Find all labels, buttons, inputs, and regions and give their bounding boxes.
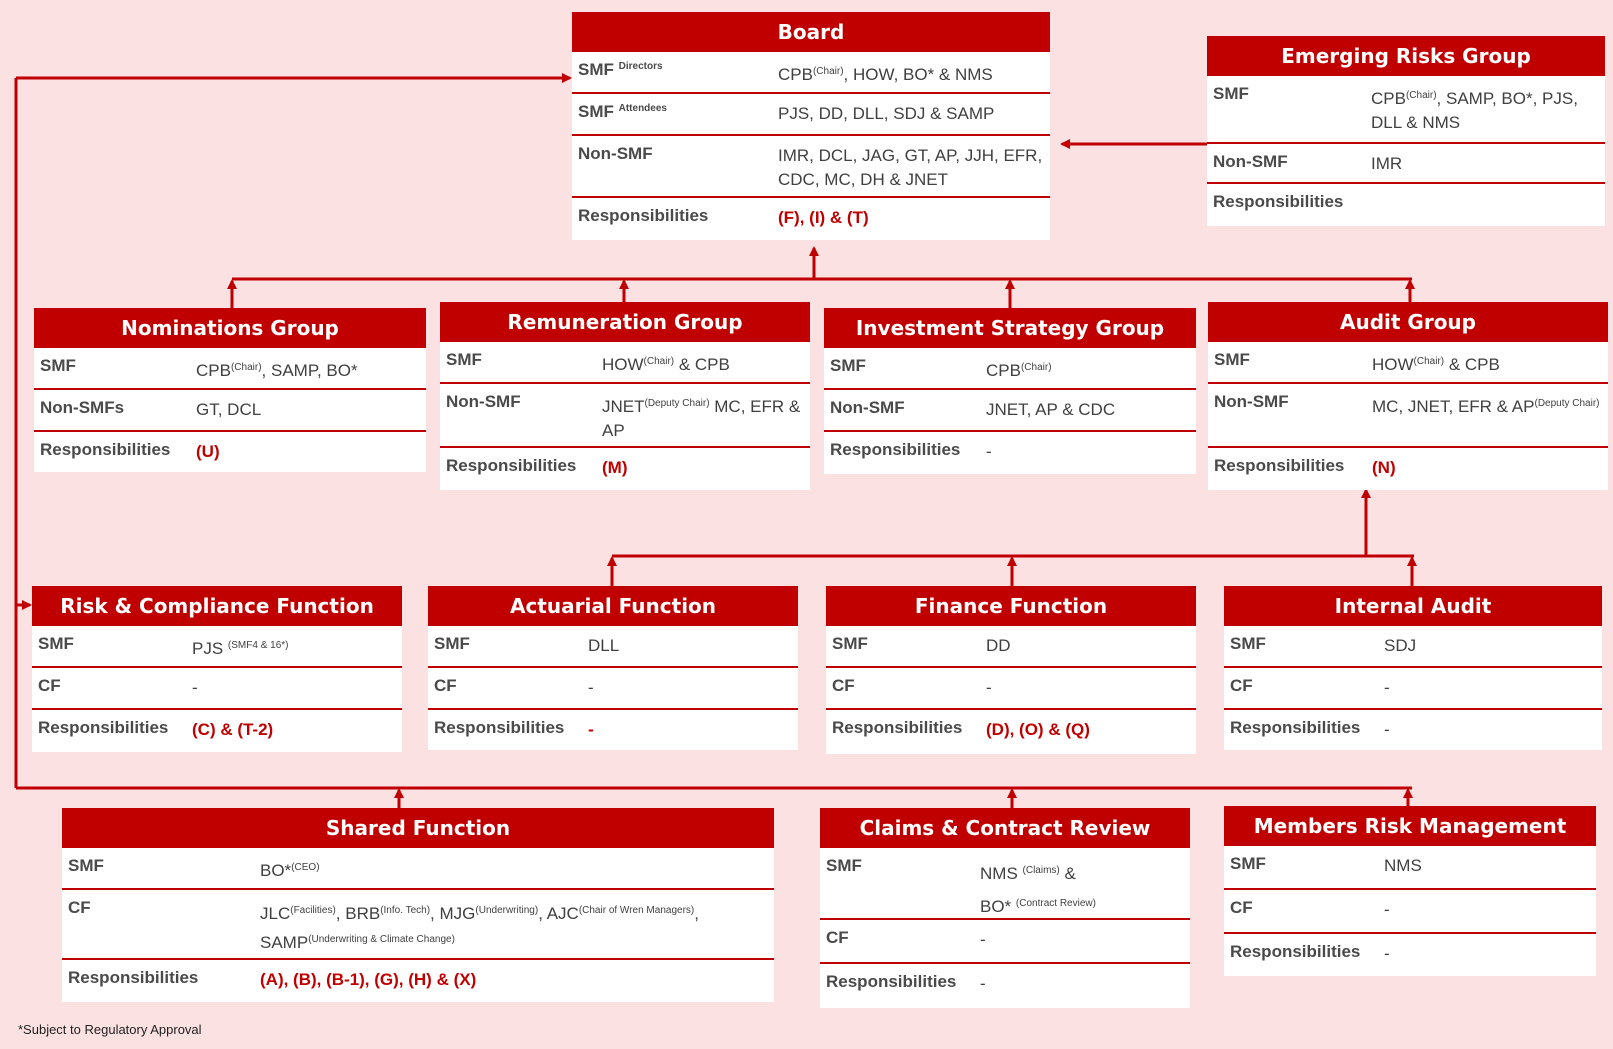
shared-smf-value-sup: (CEO): [291, 862, 320, 873]
shared-smf-value: BO*: [260, 861, 292, 880]
remuneration-title: Remuneration Group: [440, 302, 810, 342]
claims-smf-value-sup: (Claims): [1022, 865, 1060, 876]
claims-cf-value: -: [980, 930, 986, 949]
nominations-nonsmf-label: Non-SMFs: [40, 398, 125, 417]
risk-smf-value-sup: (SMF4 & 16*): [227, 640, 289, 651]
shared-resp-label: Responsibilities: [68, 968, 199, 987]
investment-smf-value-sup: (Chair): [1020, 362, 1052, 373]
claims-smf-label: SMF: [826, 856, 862, 875]
internal-resp-label: Responsibilities: [1230, 718, 1361, 737]
board-box: [572, 12, 1050, 240]
audit-title: Audit Group: [1208, 302, 1608, 342]
nominations-smf-value-sup: (Chair): [230, 362, 262, 373]
investment-nonsmf-row: [824, 390, 1196, 432]
risk-compliance-function-box: [32, 586, 402, 752]
internal-audit-box: [1224, 586, 1602, 750]
risk-resp-label: Responsibilities: [38, 718, 169, 737]
board-resp-row: [572, 198, 1050, 240]
finance-resp-label: Responsibilities: [832, 718, 963, 737]
board-title: Board: [572, 12, 1050, 52]
audit-resp-row: [1208, 448, 1608, 490]
remuneration-smf-label: SMF: [446, 350, 482, 369]
emerging-smf-label: SMF: [1213, 84, 1249, 103]
actuarial-title: Actuarial Function: [428, 586, 798, 626]
finance-smf-label: SMF: [832, 634, 868, 653]
claims-cf-row: [820, 920, 1190, 964]
audit-resp-value: (N): [1372, 458, 1396, 477]
emerging-nonsmf-label: Non-SMF: [1213, 152, 1288, 171]
shared-resp-value: (A), (B), (B-1), (G), (H) & (X): [260, 970, 477, 989]
nominations-resp-value: (U): [196, 442, 220, 461]
remuneration-resp-value: (M): [602, 458, 628, 477]
board-nonsmf-label: Non-SMF: [578, 144, 653, 163]
risk-title: Risk & Compliance Function: [32, 586, 402, 626]
investment-resp-label: Responsibilities: [830, 440, 961, 459]
audit-smf-value: HOW: [1372, 355, 1414, 374]
board-resp-value: (F), (I) & (T): [778, 208, 869, 227]
emerging-smf-row: [1207, 76, 1605, 144]
investment-strategy-group-box: [824, 308, 1196, 474]
shared-cf-samp-sup: (Underwriting & Climate Change): [308, 934, 455, 945]
remuneration-nonsmf-value-sup: (Deputy Chair): [644, 398, 710, 409]
remuneration-nonsmf-value: JNET: [602, 397, 645, 416]
nominations-nonsmf-row: [34, 390, 426, 432]
shared-function-box: [62, 808, 774, 1002]
internal-smf-value: SDJ: [1384, 636, 1417, 655]
board-nonsmf-value: IMR, DCL, JAG, GT, AP, JJH, EFR, CDC, MC, DH & JNET: [778, 146, 1043, 189]
board-nonsmf-row: [572, 136, 1050, 198]
shared-cf-label: CF: [68, 898, 91, 917]
remuneration-smf-value: HOW: [602, 355, 644, 374]
board-smf-directors-row: [572, 52, 1050, 94]
audit-nonsmf-row: [1208, 384, 1608, 448]
audit-nonsmf-value: MC, JNET, EFR & AP: [1372, 397, 1535, 416]
members-smf-value: NMS: [1384, 856, 1422, 875]
members-cf-label: CF: [1230, 898, 1253, 917]
members-smf-row: [1224, 846, 1596, 890]
shared-cf-row: [62, 890, 774, 960]
board-smf-label: SMF: [578, 60, 614, 79]
claims-contract-review-box: [820, 808, 1190, 1008]
shared-cf-ajc-sup: (Chair of Wren Managers): [578, 905, 695, 916]
shared-cf-jlc-sup: (Facilities): [290, 905, 336, 916]
emerging-nonsmf-row: [1207, 144, 1605, 184]
claims-title: Claims & Contract Review: [820, 808, 1190, 848]
audit-smf-label: SMF: [1214, 350, 1250, 369]
members-smf-label: SMF: [1230, 854, 1266, 873]
internal-resp-value: -: [1384, 720, 1390, 739]
audit-nonsmf-label: Non-SMF: [1214, 392, 1289, 411]
remuneration-group-box: [440, 302, 810, 490]
internal-cf-value: -: [1384, 678, 1390, 697]
shared-cf-jlc: JLC: [260, 904, 291, 923]
nominations-smf-value-rest: , SAMP, BO*: [261, 361, 358, 380]
shared-cf-mjg: , MJG: [430, 904, 476, 923]
nominations-title: Nominations Group: [34, 308, 426, 348]
actuarial-cf-row: [428, 668, 798, 710]
emerging-smf-value-rest: , SAMP, BO*, PJS, DLL & NMS: [1371, 89, 1578, 132]
claims-smf-row: [820, 848, 1190, 920]
remuneration-nonsmf-value-rest: MC, EFR & AP: [602, 397, 801, 440]
members-resp-row: [1224, 934, 1596, 976]
remuneration-resp-row: [440, 448, 810, 490]
finance-cf-row: [826, 668, 1196, 710]
board-smf-value-rest: , HOW, BO* & NMS: [843, 65, 993, 84]
claims-smf-value: NMS: [980, 864, 1018, 883]
claims-resp-row: [820, 964, 1190, 1008]
investment-title: Investment Strategy Group: [824, 308, 1196, 348]
remuneration-resp-label: Responsibilities: [446, 456, 577, 475]
members-cf-value: -: [1384, 900, 1390, 919]
internal-smf-label: SMF: [1230, 634, 1266, 653]
remuneration-smf-value-rest: & CPB: [674, 355, 730, 374]
internal-title: Internal Audit: [1224, 586, 1602, 626]
remuneration-nonsmf-row: [440, 384, 810, 448]
internal-smf-row: [1224, 626, 1602, 668]
actuarial-resp-value: -: [588, 720, 594, 739]
remuneration-smf-value-sup: (Chair): [643, 356, 675, 367]
internal-resp-row: [1224, 710, 1602, 750]
audit-smf-value-sup: (Chair): [1413, 356, 1445, 367]
nominations-nonsmf-value: GT, DCL: [196, 400, 262, 419]
risk-smf-row: [32, 626, 402, 668]
shared-smf-row: [62, 848, 774, 890]
nominations-resp-row: [34, 432, 426, 472]
remuneration-smf-row: [440, 342, 810, 384]
investment-smf-value: CPB: [986, 361, 1021, 380]
nominations-smf-label: SMF: [40, 356, 76, 375]
board-att-value: PJS, DD, DLL, SDJ & SAMP: [778, 104, 995, 123]
risk-resp-row: [32, 710, 402, 752]
emerging-resp-row: [1207, 184, 1605, 226]
finance-smf-row: [826, 626, 1196, 668]
actuarial-resp-label: Responsibilities: [434, 718, 565, 737]
claims-smf-value2-sup: (Contract Review): [1015, 898, 1096, 909]
claims-resp-value: -: [980, 974, 986, 993]
members-risk-management-box: [1224, 806, 1596, 976]
shared-cf-samp: , SAMP: [260, 904, 699, 952]
shared-smf-label: SMF: [68, 856, 104, 875]
actuarial-smf-label: SMF: [434, 634, 470, 653]
shared-cf-brb-sup: (Info. Tech): [380, 905, 431, 916]
actuarial-function-box: [428, 586, 798, 750]
risk-resp-value: (C) & (T-2): [192, 720, 274, 739]
actuarial-resp-row: [428, 710, 798, 750]
shared-title: Shared Function: [62, 808, 774, 848]
nominations-smf-value: CPB: [196, 361, 231, 380]
nominations-smf-row: [34, 348, 426, 390]
finance-cf-value: -: [986, 678, 992, 697]
nominations-resp-label: Responsibilities: [40, 440, 171, 459]
nominations-group-box: [34, 308, 426, 472]
finance-resp-row: [826, 710, 1196, 754]
investment-nonsmf-value: JNET, AP & CDC: [986, 400, 1116, 419]
emerging-resp-label: Responsibilities: [1213, 192, 1344, 211]
risk-cf-row: [32, 668, 402, 710]
emerging-smf-value: CPB: [1371, 89, 1406, 108]
risk-cf-label: CF: [38, 676, 61, 695]
board-att-label: SMF: [578, 102, 614, 121]
emerging-risks-box: [1207, 36, 1605, 226]
internal-cf-label: CF: [1230, 676, 1253, 695]
audit-group-box: [1208, 302, 1608, 490]
actuarial-cf-label: CF: [434, 676, 457, 695]
audit-resp-label: Responsibilities: [1214, 456, 1345, 475]
claims-cf-label: CF: [826, 928, 849, 947]
investment-resp-value: -: [986, 442, 992, 461]
claims-smf-value-rest: &: [1059, 864, 1076, 883]
shared-cf-mjg-sup: (Underwriting): [475, 905, 539, 916]
board-smf-sup: Directors: [618, 61, 663, 72]
finance-cf-label: CF: [832, 676, 855, 695]
board-smf-value-sup: (Chair): [812, 66, 844, 77]
shared-cf-brb: , BRB: [335, 904, 381, 923]
footnote: *Subject to Regulatory Approval: [18, 1022, 202, 1037]
emerging-nonsmf-value: IMR: [1371, 154, 1403, 173]
investment-smf-label: SMF: [830, 356, 866, 375]
finance-resp-value: (D), (O) & (Q): [986, 720, 1090, 739]
shared-resp-row: [62, 960, 774, 1002]
audit-smf-value-rest: & CPB: [1444, 355, 1500, 374]
members-resp-label: Responsibilities: [1230, 942, 1361, 961]
investment-nonsmf-label: Non-SMF: [830, 398, 905, 417]
remuneration-nonsmf-label: Non-SMF: [446, 392, 521, 411]
members-resp-value: -: [1384, 944, 1390, 963]
finance-function-box: [826, 586, 1196, 754]
board-smf-attendees-row: [572, 94, 1050, 136]
board-smf-value: CPB: [778, 65, 813, 84]
claims-smf-value2: BO*: [980, 897, 1012, 916]
board-att-sup: Attendees: [618, 103, 667, 114]
audit-nonsmf-value-sup: (Deputy Chair): [1534, 398, 1600, 409]
shared-cf-ajc: , AJC: [538, 904, 579, 923]
actuarial-smf-row: [428, 626, 798, 668]
risk-cf-value: -: [192, 678, 198, 697]
members-cf-row: [1224, 890, 1596, 934]
members-title: Members Risk Management: [1224, 806, 1596, 846]
board-resp-label: Responsibilities: [578, 206, 709, 225]
emerging-smf-value-sup: (Chair): [1405, 90, 1437, 101]
risk-smf-label: SMF: [38, 634, 74, 653]
audit-smf-row: [1208, 342, 1608, 384]
claims-resp-label: Responsibilities: [826, 972, 957, 991]
finance-smf-value: DD: [986, 636, 1011, 655]
investment-smf-row: [824, 348, 1196, 390]
investment-resp-row: [824, 432, 1196, 474]
actuarial-cf-value: -: [588, 678, 594, 697]
finance-title: Finance Function: [826, 586, 1196, 626]
risk-smf-value: PJS: [192, 639, 224, 658]
emerging-title: Emerging Risks Group: [1207, 36, 1605, 76]
internal-cf-row: [1224, 668, 1602, 710]
actuarial-smf-value: DLL: [588, 636, 620, 655]
